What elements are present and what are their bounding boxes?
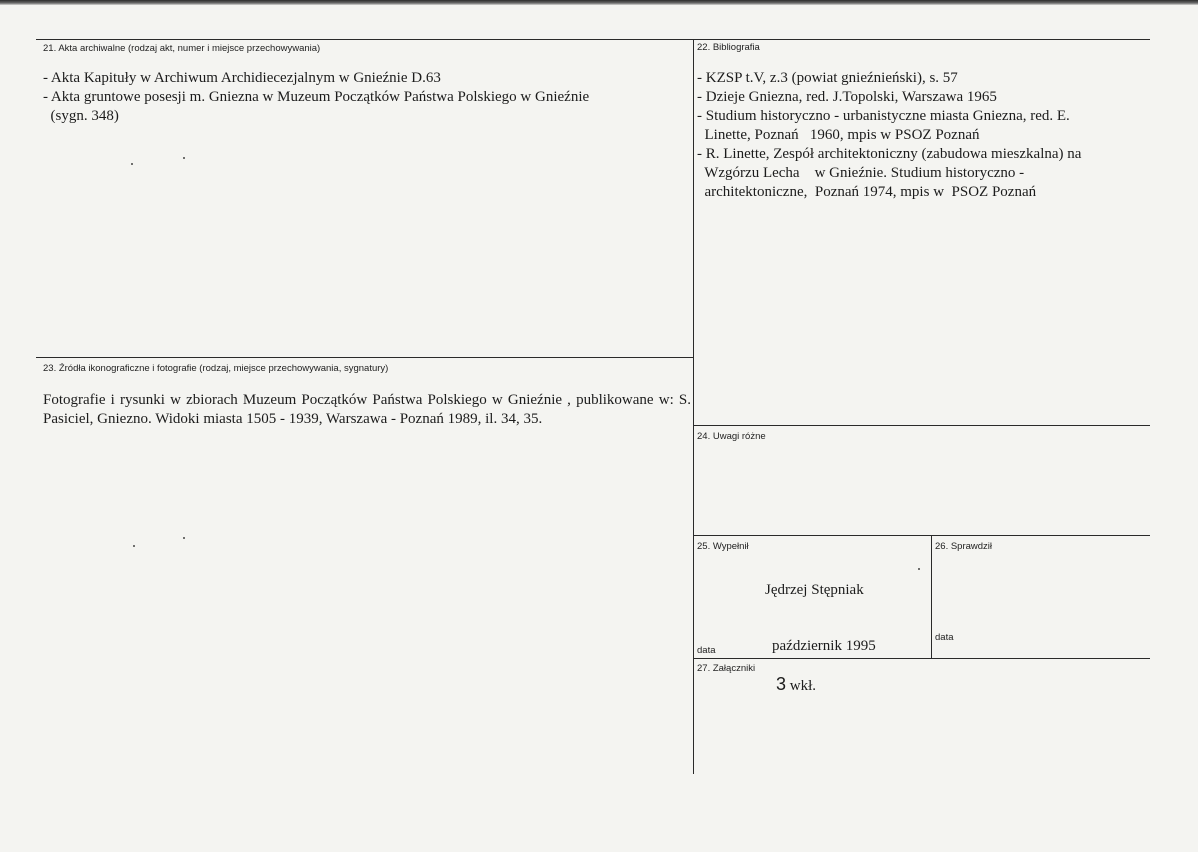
section-21-archives: [43, 69, 589, 126]
section-27-label: 27. Załączniki: [697, 663, 756, 674]
section-22-bibliography: [697, 69, 1081, 202]
rule-top: [36, 39, 1150, 40]
attachments-count: 3: [776, 674, 787, 694]
bibliography-entry: - KZSP t.V, z.3 (powiat gnieźnieński), s. 57: [697, 70, 958, 86]
archive-entry: - Akta gruntowe posesji m. Gniezna w Muzeum Początków Państwa Polskiego w Gnieźnie: [43, 89, 590, 105]
section-26-label: 26. Sprawdził: [935, 541, 993, 552]
rule-section-25: [693, 535, 1150, 536]
bibliography-entry: - R. Linette, Zespół architektoniczny (zabudowa mieszkalna) na: [697, 146, 1082, 162]
bibliography-entry: Linette, Poznań 1960, mpis w PSOZ Poznań: [697, 127, 980, 143]
rule-section-23: [36, 357, 694, 358]
section-24-label: 24. Uwagi różne: [697, 431, 766, 442]
section-25-date-label: data: [697, 645, 716, 656]
rule-section-24: [693, 425, 1150, 426]
scan-speck: [133, 545, 135, 547]
scan-speck: [918, 568, 920, 570]
archive-entry: (sygn. 348): [43, 108, 119, 124]
section-22-label: 22. Bibliografia: [697, 42, 760, 53]
section-23-iconography: Fotografie i rysunki w zbiorach Muzeum Początków Państwa Polskiego w Gnieźnie , publikowane w: S. Pasiciel, Gniezno. Widoki miasta 1505 - 1939, Warszawa - Poznań 1989, il. 34, 35.: [43, 392, 691, 427]
scan-speck: [183, 537, 185, 539]
archive-entry: - Akta Kapituły w Archiwum Archidiecezjalnym w Gnieźnie D.63: [43, 70, 441, 86]
section-26-date-label: data: [935, 632, 954, 643]
rule-section-27: [693, 658, 1150, 659]
scan-top-edge: [0, 0, 1198, 5]
attachments-value: [776, 674, 816, 695]
bibliography-entry: architektoniczne, Poznań 1974, mpis w PSOZ Poznań: [697, 184, 1037, 200]
filled-date: październik 1995: [772, 638, 876, 654]
section-23-label: 23. Źródła ikonograficzne i fotografie (rodzaj, miejsce przechowywania, sygnatury): [43, 363, 389, 374]
scan-speck: [131, 163, 133, 165]
bibliography-entry: - Studium historyczno - urbanistyczne miasta Gniezna, red. E.: [697, 108, 1070, 124]
scan-speck: [183, 157, 185, 159]
section-25-label: 25. Wypełnił: [697, 541, 749, 552]
rule-vertical-26: [931, 535, 932, 658]
bibliography-entry: Wzgórzu Lecha w Gnieźnie. Studium historyczno -: [697, 165, 1025, 181]
attachments-unit: wkł.: [789, 678, 817, 694]
bibliography-entry: - Dzieje Gniezna, red. J.Topolski, Warszawa 1965: [697, 89, 997, 105]
filled-by-name: Jędrzej Stępniak: [765, 582, 864, 598]
rule-vertical-main: [693, 39, 694, 774]
section-21-label: 21. Akta archiwalne (rodzaj akt, numer i miejsce przechowywania): [43, 43, 321, 54]
